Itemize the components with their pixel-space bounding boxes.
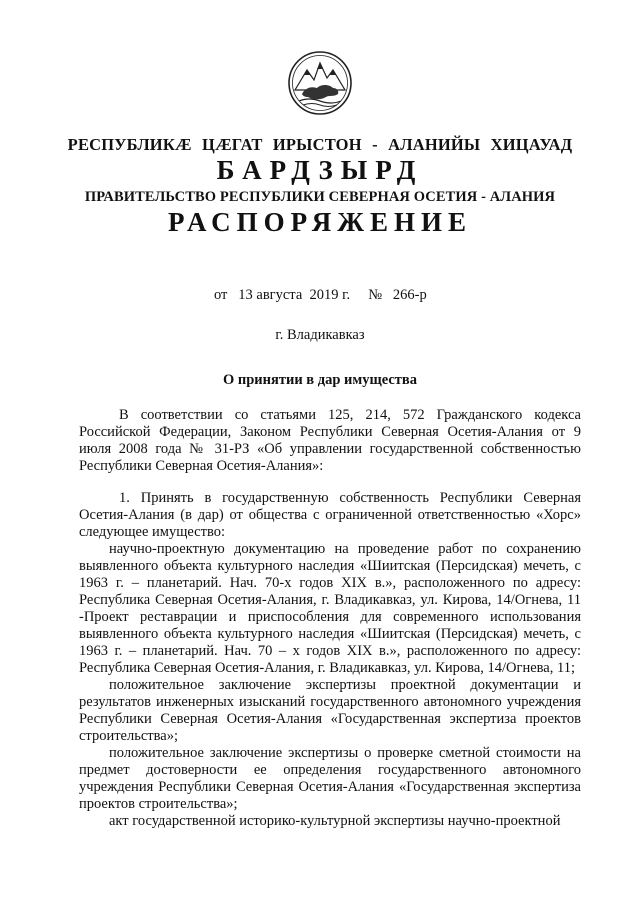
header-russian-government: ПРАВИТЕЛЬСТВО РЕСПУБЛИКИ СЕВЕРНАЯ ОСЕТИЯ - АЛАНИЯ <box>84 189 556 205</box>
item-1-d-paragraph: акт государственной историко-культурной экспертизы научно-проектной <box>109 813 561 829</box>
item-1-b-paragraph: положительное заключение экспертизы проектной документации и результатов инженерных изысканий государственного автономного учреждения Республики Северная Осетия-Алания «Государственная экспертиза проектов строительства»; <box>79 677 581 744</box>
header-ossetian-title: БАРДЗЫРД <box>216 155 424 185</box>
item-1-paragraph: 1. Принять в государственную собственность Республики Северная Осетия-Алания (в дар) от общества с ограниченной ответственностью «Хорс» следующее имущество: <box>79 490 581 540</box>
document-subject: О принятии в дар имущества <box>222 372 418 388</box>
item-1-c-paragraph: положительное заключение экспертизы о проверке сметной стоимости на предмет достоверности ее определения государственного автономного учреждения Республики Северная Осетия-Алания «Государственная экспертиза проектов строительства»; <box>79 745 581 812</box>
coat-of-arms-emblem <box>287 50 353 116</box>
preamble-block <box>79 407 581 475</box>
header-ossetian-government: РЕСПУБЛИКӔ ЦӔГАТ ИРЫСТОН - АЛАНИЙЫ ХИЦАУАД <box>67 135 573 154</box>
date-and-number: от 13 августа 2019 г. № 266-р <box>214 287 427 303</box>
preamble-paragraph: В соответствии со статьями 125, 214, 572 Гражданского кодекса Российской Федерации, Законом Республики Северная Осетия-Алания от 9 июля 2008 года № 31-РЗ «Об управлении государственной собственностью Республики Северная Осетия-Алания»: <box>79 407 581 474</box>
item-1-a-paragraph: научно-проектную документацию на проведение работ по сохранению выявленного объекта культурного наследия «Шиитская (Персидская) мечеть, с 1963 г. – планетарий. Нач. 70-х годов XIX в.», расположенного по адресу: Республика Северная Осетия-Алания, г. Владикавказ, ул. Кирова, 14/Огнева, 11 -Проект реставрации и приспособления для современного использования выявленного объекта культурного наследия «Шиитская (Персидская) мечеть, с 1963 г. – планетарий. Нач. 70 – х годов XIX в.», расположенного по адресу: Республика Северная Осетия-Алания, г. Владикавказ, ул. Кирова, 14/Огнева, 11; <box>79 541 581 676</box>
document-type-title: РАСПОРЯЖЕНИЕ <box>167 207 473 237</box>
order-items-block <box>79 490 581 830</box>
city-line: г. Владикавказ <box>275 327 365 343</box>
